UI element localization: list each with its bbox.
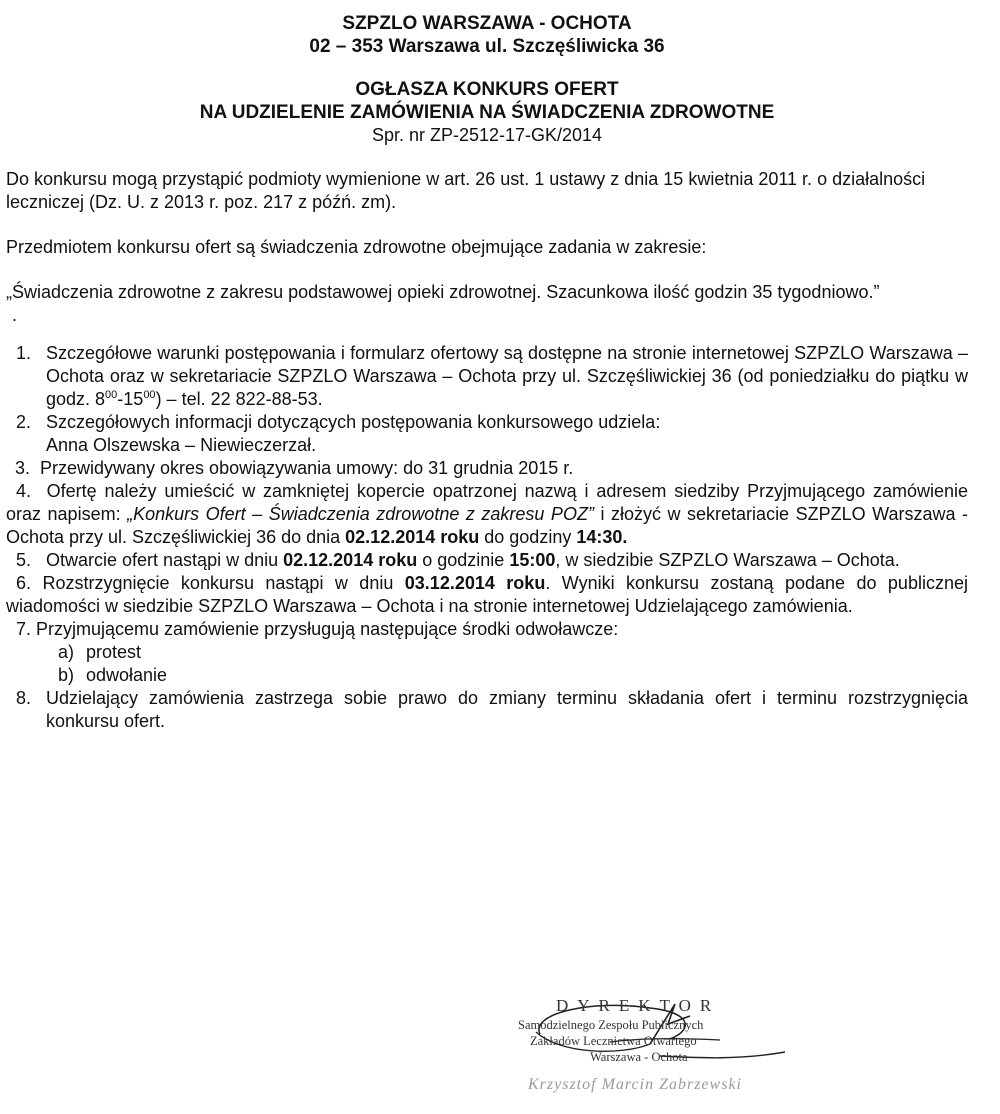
list-number: 5. (16, 550, 32, 570)
item-text: -15 (117, 389, 144, 409)
list-item-4 (6, 480, 968, 549)
announcement-title: OGŁASZA KONKURS OFERT (355, 79, 619, 100)
organization-name: SZPZLO WARSZAWA - OCHOTA (342, 13, 632, 34)
list-number: 8. (16, 688, 32, 708)
list-item-3 (6, 457, 968, 480)
appeal-means-item (58, 641, 968, 664)
deadline-date: 02.12.2014 roku (345, 527, 480, 547)
item-text: , w siedzibie SZPZLO Warszawa – Ochota. (555, 550, 900, 570)
item-text: Szczegółowe warunki postępowania i formularz ofertowy są dostępne na stronie internetowej SZPZLO Warszawa – Ochota oraz w sekretariacie SZPZLO Warszawa – Ochota przy ul. Szczęśliwickiej 36 (od poniedziałku do piątku w godz. 8 (46, 343, 968, 409)
stamp-line: Warszawa - Ochota (590, 1050, 688, 1064)
resolution-date: 03.12.2014 roku (404, 573, 546, 593)
list-item-1 (6, 342, 968, 411)
sub-text: protest (86, 642, 142, 662)
opening-date: 02.12.2014 roku (283, 550, 418, 570)
scope-quote: „Świadczenia zdrowotne z zakresu podstawowej opieki zdrowotnej. Szacunkowa ilość godzin 35 tygodniowo.” (6, 282, 880, 302)
item-text: Rozstrzygnięcie konkursu nastąpi w dniu (31, 573, 405, 593)
item-text: Szczegółowych informacji dotyczących postępowania konkursowego udziela: (46, 412, 661, 432)
announcement-subtitle: NA UDZIELENIE ZAMÓWIENIA NA ŚWIADCZENIA ZDROWOTNE (199, 102, 775, 123)
spacer (6, 330, 968, 342)
list-number: 3. (15, 458, 31, 478)
sub-letter: b) (58, 665, 75, 685)
list-number: 4. (16, 481, 32, 501)
stamp-title: DYREKTOR (556, 996, 721, 1015)
signatory-name: Krzysztof Marcin Zabrzewski (528, 1076, 742, 1093)
spacer (6, 58, 968, 78)
opening-time: 15:00 (509, 550, 556, 570)
envelope-label: „Konkurs Ofert – Świadczenia zdrowotne z zakresu POZ” (127, 504, 594, 524)
list-number: 1. (16, 343, 32, 363)
spacer (6, 146, 968, 168)
list-item-8 (6, 687, 968, 733)
spacer (6, 214, 968, 236)
organization-address: 02 – 353 Warszawa ul. Szczęśliwicka 36 (309, 36, 665, 57)
item-text: Przyjmującemu zamówienie przysługują następujące środki odwoławcze: (36, 619, 619, 639)
list-number: 6. (16, 573, 32, 593)
deadline-time: 14:30. (576, 527, 628, 547)
item-text: . Wyniki konkursu zostaną podane do publicznej wiadomości w siedzibie SZPZLO Warszawa – Ochota i na stronie internetowej Udzielającego zamówienia. (6, 573, 968, 616)
hour-superscript: 00 (105, 389, 118, 401)
stamp-line: Samodzielnego Zespołu Publicznych (518, 1018, 704, 1032)
item-text: o godzinie (417, 550, 510, 570)
spacer (6, 259, 968, 281)
sub-letter: a) (58, 642, 75, 662)
stamp-line: Zakładów Lecznictwa Otwartego (530, 1034, 697, 1048)
director-stamp (500, 994, 800, 1104)
item-text: Ofertę należy umieścić w zamkniętej kopercie opatrzonej nazwą i adresem siedziby Przyjmującego zamówienie oraz napisem: (6, 481, 968, 524)
list-number: 2. (16, 412, 32, 432)
item-text: i złożyć w sekretariacie SZPZLO Warszawa - Ochota przy ul. Szczęśliwickiej 36 do dnia (6, 504, 968, 547)
list-item-5 (6, 549, 968, 572)
list-number: 7. (16, 619, 32, 639)
appeal-means-item (58, 664, 968, 687)
announcement-document (6, 12, 968, 733)
item-text: do godziny (479, 527, 577, 547)
item-text: Przewidywany okres obowiązywania umowy: do 31 grudnia 2015 r. (40, 458, 574, 478)
hour-superscript: 00 (143, 389, 156, 401)
item-text: ) – tel. 22 822-88-53. (155, 389, 323, 409)
eligibility-paragraph: Do konkursu mogą przystąpić podmioty wymienione w art. 26 ust. 1 ustawy z dnia 15 kwietnia 2011 r. o działalności leczniczej (Dz. U. z 2013 r. poz. 217 z późń. zm). (6, 169, 926, 212)
appeal-means-list (6, 641, 968, 687)
stray-dot: . (12, 305, 18, 325)
sub-text: odwołanie (86, 665, 168, 685)
item-text: Otwarcie ofert nastąpi w dniu (46, 550, 284, 570)
list-item-6 (6, 572, 968, 618)
item-text: Udzielający zamówienia zastrzega sobie prawo do zmiany terminu składania ofert i terminu rozstrzygnięcia konkursu ofert. (46, 688, 968, 731)
list-item-2 (6, 411, 968, 457)
subject-paragraph: Przedmiotem konkursu ofert są świadczenia zdrowotne obejmujące zadania w zakresie: (6, 237, 707, 257)
list-item-7 (6, 618, 968, 641)
contact-person: Anna Olszewska – Niewieczerzał. (46, 435, 317, 455)
reference-number: Spr. nr ZP-2512-17-GK/2014 (371, 125, 603, 145)
